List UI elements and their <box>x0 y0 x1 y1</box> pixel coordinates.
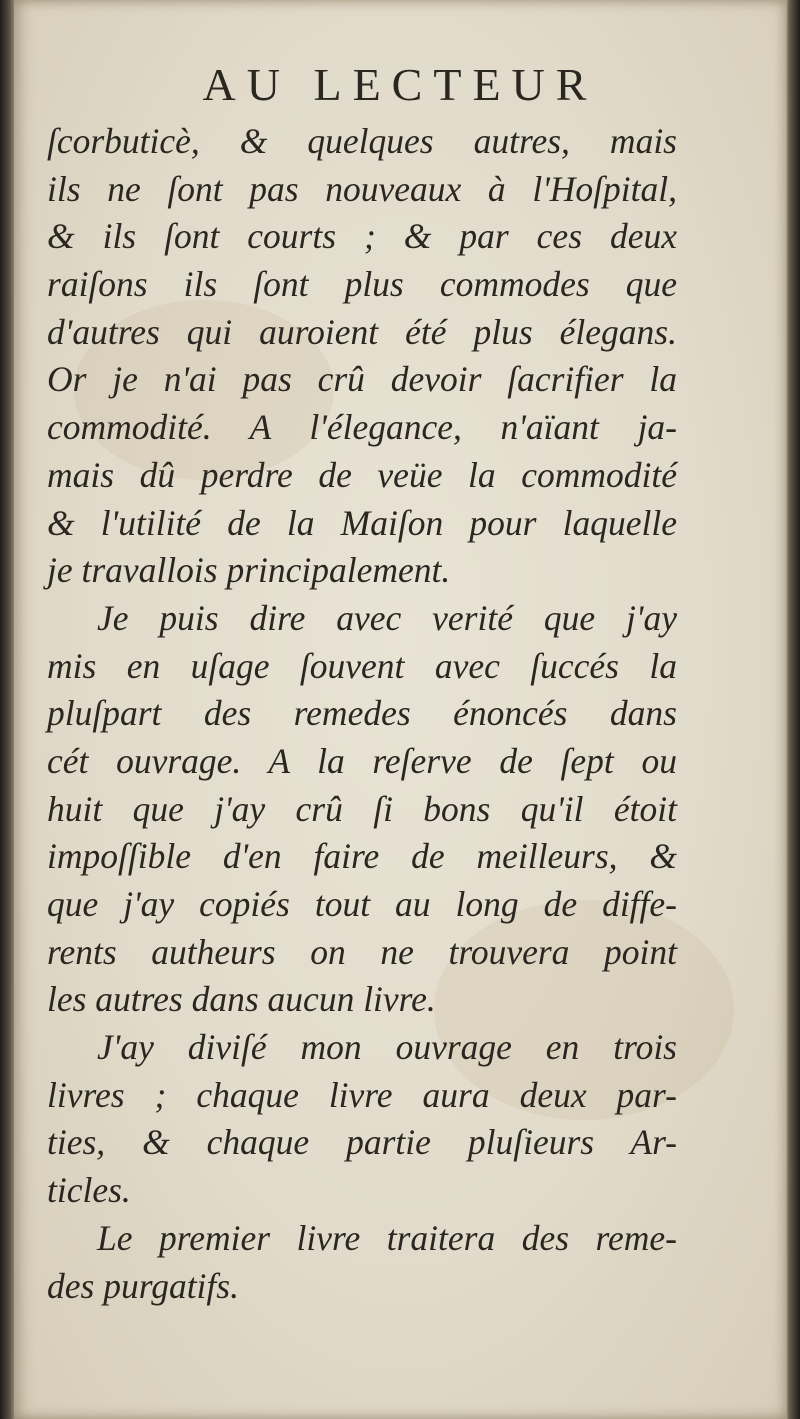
text-line: Or je n'ai pas crû devoir ſacrifier la <box>47 359 677 400</box>
text-line: livres ; chaque livre aura deux par- <box>47 1074 677 1115</box>
text-line: & l'utilité de la Maiſon pour laquelle <box>47 502 677 543</box>
book-gutter <box>0 0 14 1419</box>
text-line: huit que j'ay crû ſi bons qu'il étoit <box>47 788 677 829</box>
text-line: ils ne ſont pas nouveaux à l'Hoſpital, <box>47 168 677 209</box>
text-line: ties, & chaque partie pluſieurs Ar- <box>47 1122 677 1163</box>
text-line: mais dû perdre de veüe la commodité <box>47 454 677 495</box>
text-line: J'ay diviſé mon ouvrage en trois <box>97 1027 677 1068</box>
text-line: les autres dans aucun livre. <box>47 979 436 1020</box>
text-line: rents autheurs on ne trouvera point <box>47 931 677 972</box>
text-line: que j'ay copiés tout au long de diffe- <box>47 884 677 924</box>
text-line: cét ouvrage. A la reſerve de ſept ou <box>47 740 677 781</box>
page-edge <box>786 0 800 1419</box>
text-line: mis en uſage ſouvent avec ſuccés la <box>47 645 677 686</box>
text-line: impoſſible d'en faire de meilleurs, & <box>47 836 677 877</box>
text-line: raiſons ils ſont plus commodes que <box>47 264 677 305</box>
text-line: ticles. <box>47 1170 131 1211</box>
text-line: ſcorbuticè, & quelques autres, mais <box>47 121 677 161</box>
book-page <box>14 0 786 1419</box>
text-line: je travallois principalement. <box>47 550 451 591</box>
text-line: des purgatifs. <box>47 1265 239 1306</box>
text-line: d'autres qui auroient été plus élegans. <box>47 311 677 352</box>
page-body <box>47 118 677 1310</box>
text-line: Je puis dire avec verité que j'ay <box>97 597 677 638</box>
text-line: Le premier livre traitera des reme- <box>97 1217 677 1258</box>
text-line: pluſpart des remedes énoncés dans <box>47 693 677 734</box>
text-line: & ils ſont courts ; & par ces deux <box>47 216 677 257</box>
running-header: AU LECTEUR <box>202 59 598 110</box>
text-line: commodité. A l'élegance, n'aïant ja- <box>47 407 677 448</box>
